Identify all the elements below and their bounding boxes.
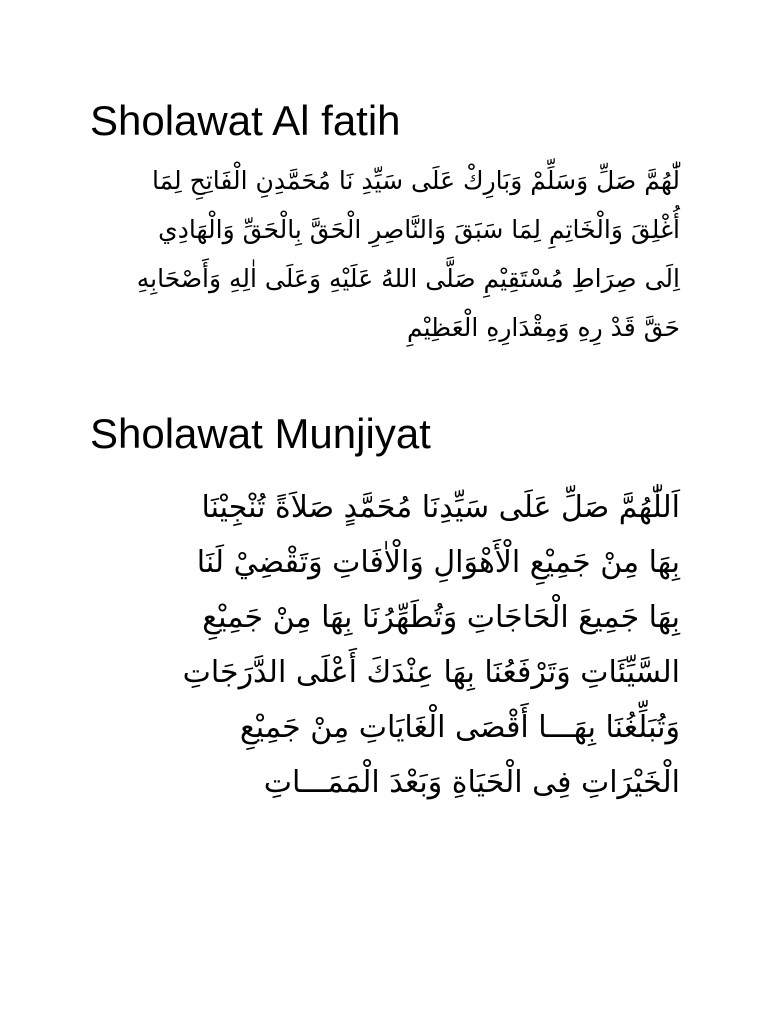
arabic-line: اِلَى صِرَاطِ مُسْتَقِيْمِ صَلَّى اللهُ عَلَيْهِ وَعَلَى اٰلِهِ وَأَصْحَابِهِ: [136, 264, 680, 293]
section-title-al-fatih: Sholawat Al fatih: [90, 97, 401, 144]
arabic-text-munjiyat: [183, 480, 680, 810]
arabic-line: أُغْلِقَ وَالْخَاتِمِ لِمَا سَبَقَ وَالنَّاصِرِ الْحَقَّ بِالْحَقِّ وَالْهَادِي: [158, 215, 680, 244]
section-title-munjiyat: Sholawat Munjiyat: [90, 410, 431, 457]
arabic-text-al-fatih: [137, 156, 680, 352]
arabic-line: بِهَا جَمِيعَ الْحَاجَاتِ وَتُطَهِّرُنَا بِهَا مِنْ جَمِيْعِ: [202, 600, 680, 635]
arabic-line: اَللّٰهُمَّ صَلِّ عَلَى سَيِّدِنَا مُحَمَّدٍ صَلاَةً تُنْجِيْنَا: [201, 490, 680, 525]
arabic-line: بِهَا مِنْ جَمِيْعِ الْأَهْوَالِ وَالْاٰفَاتِ وَتَقْضِيْ لَنَا: [196, 545, 680, 580]
arabic-line: وَتُبَلِّغُنَا بِهَـــا أَقْصَى الْغَايَاتِ مِنْ جَمِيْعِ: [239, 710, 680, 745]
arabic-line: حَقَّ قَدْ رِهِ وَمِقْدَارِهِ الْعَظِيْمِ: [407, 313, 680, 342]
arabic-line: الْخَيْرَاتِ فِى الْحَيَاةِ وَبَعْدَ الْمَمَـــاتِ: [263, 765, 680, 800]
arabic-line: لّٰهُمَّ صَلِّ وَسَلِّمْ وَبَارِكْ عَلَى سَيِّدِ نَا مُحَمَّدِنِ الْفَاتِحِ لِمَا: [151, 166, 680, 195]
arabic-line: السَّيِّئَاتِ وَتَرْفَعُنَا بِهَا عِنْدَكَ أَعْلَى الدَّرَجَاتِ: [182, 655, 680, 690]
